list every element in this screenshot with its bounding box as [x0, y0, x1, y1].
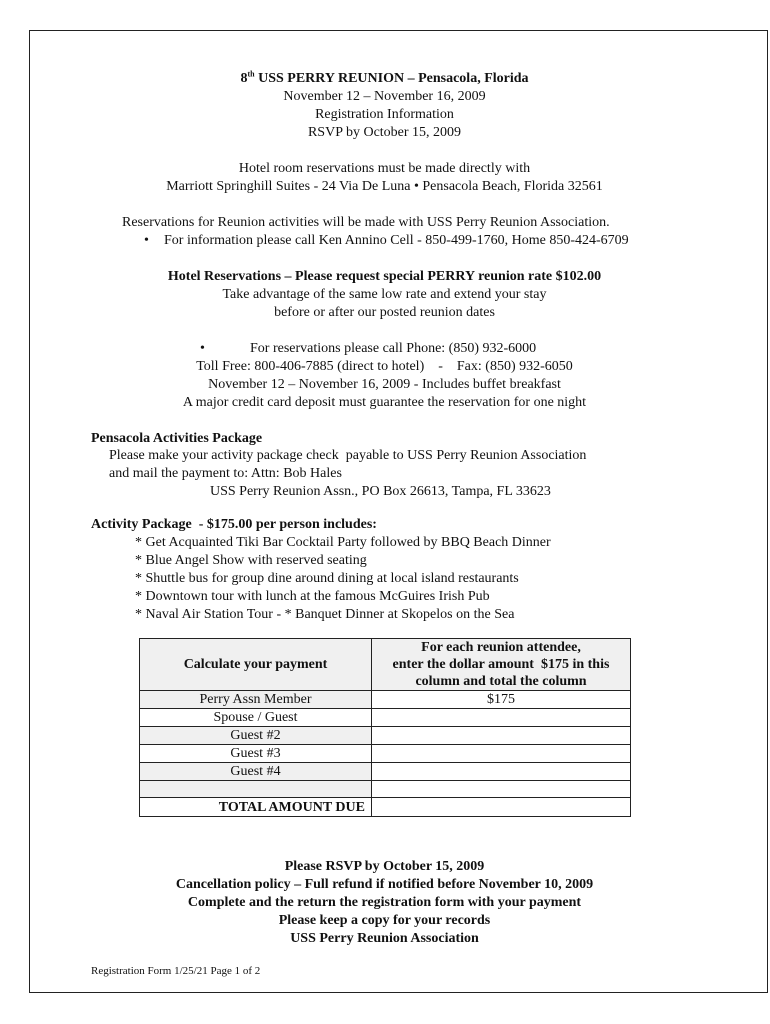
list-item: * Downtown tour with lunch at the famous McGuires Irish Pub — [135, 589, 490, 604]
table-row — [140, 745, 631, 763]
page-subtitle: Registration Information — [315, 107, 454, 122]
table-row — [140, 727, 631, 745]
hotel-stay-dates: November 12 – November 16, 2009 - Includes buffet breakfast — [208, 377, 561, 392]
hotel-tollfree-fax: Toll Free: 800-406-7885 (direct to hotel) - Fax: (850) 932-6050 — [196, 359, 573, 374]
list-item: * Shuttle bus for group dine around dining at local island restaurants — [135, 571, 519, 586]
table-header-row — [140, 639, 631, 691]
column-header-amount-line2: enter the dollar amount $175 in this — [392, 657, 610, 672]
package-mail-note: and mail the payment to: Attn: Bob Hales — [109, 466, 342, 481]
reunion-dates: November 12 – November 16, 2009 — [283, 89, 486, 104]
hotel-reservations-line1: Take advantage of the same low rate and extend your stay — [222, 287, 547, 302]
bullet-icon: • — [144, 233, 149, 248]
amount-field[interactable] — [372, 709, 631, 727]
table-row — [140, 781, 631, 798]
contact-info-item — [144, 232, 629, 250]
row-label: Guest #3 — [140, 745, 372, 763]
table-row — [140, 709, 631, 727]
column-header-amount-line1: For each reunion attendee, — [421, 640, 581, 655]
hotel-address: Marriott Springhill Suites - 24 Via De Luna • Pensacola Beach, Florida 32561 — [166, 179, 603, 194]
package-check-note: Please make your activity package check payable to USS Perry Reunion Association — [109, 448, 587, 463]
amount-field[interactable] — [372, 727, 631, 745]
title-ordinal-suffix: th — [247, 69, 255, 79]
hotel-intro-line1: Hotel room reservations must be made directly with — [238, 161, 531, 176]
row-label: Spouse / Guest — [140, 709, 372, 727]
row-label: Guest #4 — [140, 763, 372, 781]
list-item: * Get Acquainted Tiki Bar Cocktail Party followed by BBQ Beach Dinner — [135, 535, 551, 550]
column-header-amount-line3: column and total the column — [415, 674, 587, 689]
package-section-heading: Pensacola Activities Package — [91, 431, 263, 446]
hotel-phone-item — [200, 340, 536, 358]
hotel-reservations-line2: before or after our posted reunion dates — [274, 305, 495, 320]
closing-rsvp: Please RSVP by October 15, 2009 — [284, 859, 485, 874]
rsvp-date: RSVP by October 15, 2009 — [307, 125, 462, 140]
row-label: Guest #2 — [140, 727, 372, 745]
association-name: USS Perry Reunion Association — [290, 931, 479, 946]
table-row — [140, 763, 631, 781]
total-row — [140, 798, 631, 817]
column-header-calculate: Calculate your payment — [140, 639, 372, 691]
page-title — [29, 70, 740, 88]
title-text: USS PERRY REUNION – Pensacola, Florida — [258, 71, 529, 86]
list-item: * Blue Angel Show with reserved seating — [135, 553, 367, 568]
row-label: Perry Assn Member — [140, 691, 372, 709]
cancellation-policy: Cancellation policy – Full refund if notified before November 10, 2009 — [175, 877, 594, 892]
contact-info-text: For information please call Ken Annino Cell - 850-499-1760, Home 850-424-6709 — [164, 233, 629, 248]
row-label — [140, 781, 372, 798]
amount-field[interactable]: $175 — [372, 691, 631, 709]
table-row — [140, 691, 631, 709]
list-item: * Naval Air Station Tour - * Banquet Dinner at Skopelos on the Sea — [135, 607, 515, 622]
deposit-note: A major credit card deposit must guarantee the reservation for one night — [182, 395, 587, 410]
bullet-icon: • — [200, 341, 205, 356]
total-label: TOTAL AMOUNT DUE — [140, 798, 372, 817]
payment-table — [139, 638, 631, 817]
keep-copy-note: Please keep a copy for your records — [278, 913, 491, 928]
activities-reservation-note: Reservations for Reunion activities will be made with USS Perry Reunion Association. — [122, 215, 610, 230]
hotel-reservations-heading: Hotel Reservations – Please request special PERRY reunion rate $102.00 — [167, 269, 602, 284]
hotel-phone: For reservations please call Phone: (850) 932-6000 — [250, 341, 537, 356]
activity-package-heading: Activity Package - $175.00 per person includes: — [91, 517, 377, 532]
amount-field[interactable] — [372, 745, 631, 763]
title-ordinal: 8 — [240, 71, 248, 86]
column-header-amount — [372, 639, 631, 691]
total-amount-field[interactable] — [372, 798, 631, 817]
return-instructions: Complete and the return the registration form with your payment — [187, 895, 582, 910]
amount-field[interactable] — [372, 781, 631, 798]
mailing-address: USS Perry Reunion Assn., PO Box 26613, Tampa, FL 33623 — [210, 484, 551, 499]
amount-field[interactable] — [372, 763, 631, 781]
page-footer: Registration Form 1/25/21 Page 1 of 2 — [91, 965, 261, 977]
